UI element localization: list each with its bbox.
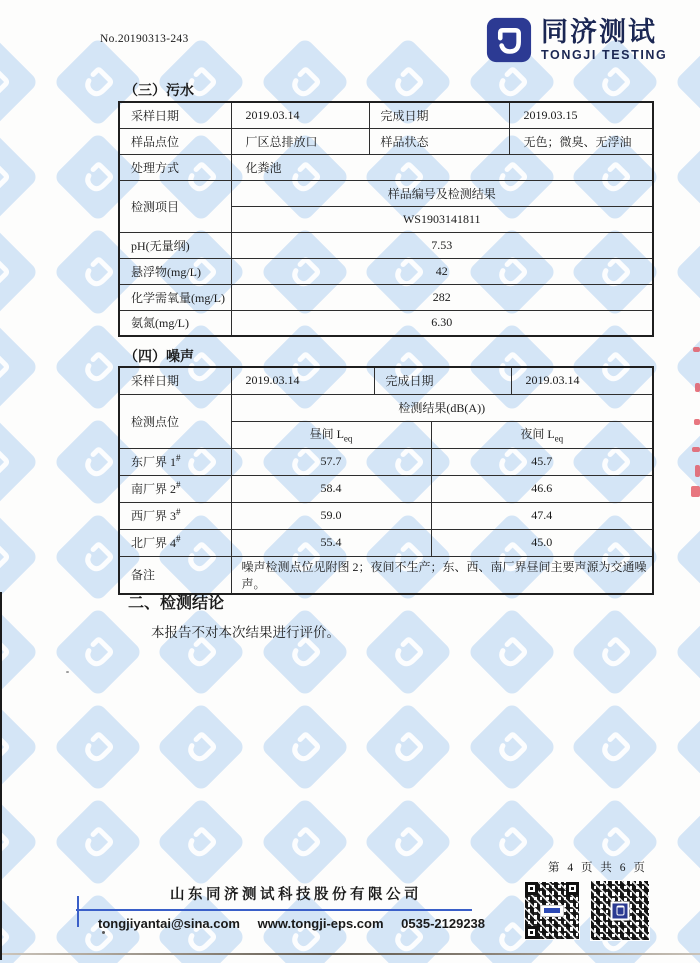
point-name: 南厂界 2 bbox=[131, 482, 177, 496]
point-cell bbox=[119, 529, 231, 556]
stamp-edge-mark bbox=[693, 347, 700, 352]
night-header-cell bbox=[431, 421, 653, 448]
watermark-diamond bbox=[0, 512, 39, 603]
point-cell bbox=[119, 475, 231, 502]
watermark-diamond bbox=[673, 512, 700, 603]
qr-finder-icon bbox=[525, 926, 538, 939]
table-row bbox=[119, 284, 653, 310]
company-name: 山东同济测试科技股份有限公司 bbox=[170, 887, 422, 903]
tongji-logo-watermark-icon bbox=[65, 714, 130, 779]
day-label: 昼间 L bbox=[309, 427, 344, 442]
day-value-cell: 57.7 bbox=[231, 448, 431, 475]
stamp-edge-mark bbox=[695, 383, 700, 392]
watermark-diamond bbox=[0, 132, 39, 223]
tongji-logo-watermark-icon bbox=[686, 144, 700, 209]
leq-subscript: eq bbox=[554, 433, 564, 444]
watermark-diamond bbox=[673, 797, 700, 888]
param-name-cell: 氨氮(mg/L) bbox=[119, 310, 231, 336]
tongji-logo-watermark-icon bbox=[582, 714, 647, 779]
night-value-cell: 47.4 bbox=[431, 502, 653, 529]
watermark-diamond bbox=[0, 797, 39, 888]
param-value-cell: 6.30 bbox=[231, 310, 653, 336]
qr-code-1 bbox=[524, 881, 580, 940]
value-cell: 化粪池 bbox=[231, 154, 653, 180]
table-row bbox=[119, 394, 653, 421]
table-row bbox=[119, 258, 653, 284]
qr-finder-icon bbox=[566, 882, 579, 895]
footer-divider-line bbox=[76, 909, 472, 911]
watermark-diamond bbox=[363, 702, 454, 793]
tongji-logo-watermark-icon bbox=[0, 809, 27, 874]
tongji-logo-watermark-icon bbox=[65, 809, 130, 874]
point-name: 西厂界 3 bbox=[131, 509, 177, 523]
table-row bbox=[119, 154, 653, 180]
point-name: 北厂界 4 bbox=[131, 536, 177, 550]
label-cell: 完成日期 bbox=[374, 367, 511, 394]
remark-text-cell: 噪声检测点位见附图 2；夜间不生产；东、西、南厂界昼间主要声源为交通噪声。 bbox=[231, 556, 653, 594]
tongji-logo-watermark-icon bbox=[272, 714, 337, 779]
value-cell: 2019.03.14 bbox=[511, 367, 653, 394]
tongji-logo-watermark-icon bbox=[0, 619, 27, 684]
qr-code-2 bbox=[590, 880, 650, 941]
table-row bbox=[119, 475, 653, 502]
tongji-logo-watermark-icon bbox=[375, 809, 440, 874]
tongji-logo-watermark-icon bbox=[686, 524, 700, 589]
tongji-logo-watermark-icon bbox=[168, 714, 233, 779]
night-label: 夜间 L bbox=[520, 427, 555, 442]
param-value-cell: 42 bbox=[231, 258, 653, 284]
day-value-cell: 59.0 bbox=[231, 502, 431, 529]
result-header-cell: 检测结果(dB(A)) bbox=[231, 394, 653, 421]
label-cell: 处理方式 bbox=[119, 154, 231, 180]
watermark-diamond bbox=[673, 132, 700, 223]
label-cell: 采样日期 bbox=[119, 102, 231, 128]
watermark-diamond bbox=[0, 702, 39, 793]
tongji-logo-watermark-icon bbox=[375, 619, 440, 684]
stamp-edge-mark bbox=[694, 419, 700, 425]
value-cell: 2019.03.15 bbox=[509, 102, 653, 128]
watermark-diamond bbox=[570, 702, 661, 793]
stamp-edge-mark bbox=[692, 447, 700, 452]
watermark-diamond bbox=[0, 227, 39, 318]
watermark-diamond bbox=[0, 417, 39, 508]
watermark-diamond bbox=[673, 37, 700, 128]
qr-center-logo-icon bbox=[611, 901, 630, 920]
label-cell: 检测项目 bbox=[119, 180, 231, 232]
section-title-noise: （四）噪声 bbox=[124, 350, 194, 365]
tongji-logo-watermark-icon bbox=[479, 714, 544, 779]
wastewater-table bbox=[118, 101, 654, 337]
watermark-diamond bbox=[363, 607, 454, 698]
report-number: No.20190313-243 bbox=[100, 33, 189, 45]
watermark-diamond bbox=[673, 607, 700, 698]
sample-id-cell: WS1903141811 bbox=[231, 206, 653, 232]
watermark-diamond bbox=[570, 607, 661, 698]
tongji-logo-watermark-icon bbox=[0, 714, 27, 779]
tongji-logo-watermark-icon bbox=[479, 619, 544, 684]
label-cell: 完成日期 bbox=[369, 102, 509, 128]
noise-table bbox=[118, 366, 654, 595]
tongji-logo-watermark-icon bbox=[0, 334, 27, 399]
tongji-logo-watermark-icon bbox=[0, 429, 27, 494]
tongji-logo-watermark-icon bbox=[686, 239, 700, 304]
watermark-diamond bbox=[52, 797, 143, 888]
watermark-diamond bbox=[259, 702, 350, 793]
day-value-cell: 55.4 bbox=[231, 529, 431, 556]
leq-subscript: eq bbox=[343, 433, 353, 444]
table-row bbox=[119, 232, 653, 258]
section-title-wastewater: （三）污水 bbox=[124, 84, 194, 99]
value-cell: 厂区总排放口 bbox=[231, 128, 369, 154]
table-row bbox=[119, 128, 653, 154]
point-superscript: # bbox=[176, 453, 181, 463]
watermark-diamond bbox=[156, 702, 247, 793]
watermark-diamond bbox=[466, 702, 557, 793]
watermark-diamond bbox=[466, 797, 557, 888]
point-superscript: # bbox=[176, 480, 181, 490]
table-row bbox=[119, 448, 653, 475]
label-cell: 检测点位 bbox=[119, 394, 231, 448]
watermark-diamond bbox=[52, 702, 143, 793]
website-text: www.tongji-eps.com bbox=[257, 916, 384, 931]
qr-finder-icon bbox=[525, 882, 538, 895]
value-cell: 2019.03.14 bbox=[231, 102, 369, 128]
day-header-cell bbox=[231, 421, 431, 448]
watermark-diamond bbox=[259, 797, 350, 888]
watermark-diamond bbox=[52, 607, 143, 698]
point-name: 东厂界 1 bbox=[131, 455, 177, 469]
tongji-logo-watermark-icon bbox=[686, 809, 700, 874]
tongji-logo-watermark-icon bbox=[686, 49, 700, 114]
param-name-cell: 化学需氧量(mg/L) bbox=[119, 284, 231, 310]
section-title-conclusion: 二、检测结论 bbox=[128, 595, 225, 612]
label-cell: 采样日期 bbox=[119, 367, 231, 394]
point-superscript: # bbox=[176, 507, 181, 517]
watermark-diamond bbox=[673, 702, 700, 793]
tongji-logo-icon bbox=[486, 17, 532, 63]
tongji-logo-watermark-icon bbox=[686, 714, 700, 779]
watermark-diamond bbox=[673, 227, 700, 318]
ink-speck bbox=[102, 931, 105, 934]
table-row bbox=[119, 529, 653, 556]
result-header-cell: 样品编号及检测结果 bbox=[231, 180, 653, 206]
logo-text bbox=[541, 17, 667, 63]
remark-label-cell: 备注 bbox=[119, 556, 231, 594]
tongji-logo-watermark-icon bbox=[0, 49, 27, 114]
watermark-diamond bbox=[0, 37, 39, 128]
value-cell: 2019.03.14 bbox=[231, 367, 374, 394]
watermark-diamond bbox=[673, 322, 700, 413]
watermark-diamond bbox=[0, 607, 39, 698]
point-cell bbox=[119, 448, 231, 475]
company-logo bbox=[486, 17, 667, 63]
tongji-logo-watermark-icon bbox=[375, 714, 440, 779]
tongji-logo-watermark-icon bbox=[686, 429, 700, 494]
table-row bbox=[119, 502, 653, 529]
night-value-cell: 46.6 bbox=[431, 475, 653, 502]
scan-edge-left bbox=[0, 592, 2, 960]
email-text: tongjiyantai@sina.com bbox=[98, 916, 240, 931]
tongji-logo-watermark-icon bbox=[65, 619, 130, 684]
qr-center-label bbox=[540, 905, 564, 917]
scan-edge-bottom bbox=[0, 953, 700, 955]
label-cell: 样品点位 bbox=[119, 128, 231, 154]
stamp-edge-mark bbox=[691, 486, 700, 497]
point-superscript: # bbox=[176, 534, 181, 544]
param-value-cell: 7.53 bbox=[231, 232, 653, 258]
logo-name-en: TONGJI TESTING bbox=[541, 48, 668, 62]
value-cell: 无色；微臭、无浮油 bbox=[509, 128, 653, 154]
stamp-edge-mark bbox=[695, 465, 700, 477]
table-row bbox=[119, 556, 653, 594]
contact-info bbox=[98, 916, 499, 931]
table-row bbox=[119, 102, 653, 128]
tongji-logo-watermark-icon bbox=[686, 619, 700, 684]
label-cell: 样品状态 bbox=[369, 128, 509, 154]
day-value-cell: 58.4 bbox=[231, 475, 431, 502]
phone-text: 0535-2129238 bbox=[401, 916, 486, 931]
table-row bbox=[119, 310, 653, 336]
point-cell bbox=[119, 502, 231, 529]
tongji-logo-watermark-icon bbox=[479, 809, 544, 874]
tongji-logo-watermark-icon bbox=[0, 239, 27, 304]
ink-speck bbox=[66, 671, 69, 673]
watermark-diamond bbox=[156, 797, 247, 888]
table-row bbox=[119, 180, 653, 206]
tongji-logo-watermark-icon bbox=[582, 619, 647, 684]
watermark-diamond bbox=[466, 607, 557, 698]
registration-cross-mark bbox=[77, 896, 79, 927]
night-value-cell: 45.0 bbox=[431, 529, 653, 556]
conclusion-text: 本报告不对本次结果进行评价。 bbox=[151, 625, 340, 640]
night-value-cell: 45.7 bbox=[431, 448, 653, 475]
logo-name-cn: 同济测试 bbox=[541, 17, 657, 47]
watermark-diamond bbox=[0, 322, 39, 413]
tongji-logo-watermark-icon bbox=[0, 144, 27, 209]
watermark-diamond bbox=[363, 797, 454, 888]
page-number: 第 4 页 共 6 页 bbox=[548, 862, 648, 874]
param-value-cell: 282 bbox=[231, 284, 653, 310]
param-name-cell: 悬浮物(mg/L) bbox=[119, 258, 231, 284]
param-name-cell: pH(无量纲) bbox=[119, 232, 231, 258]
tongji-logo-watermark-icon bbox=[168, 809, 233, 874]
table-row bbox=[119, 367, 653, 394]
tongji-logo-watermark-icon bbox=[0, 524, 27, 589]
tongji-logo-watermark-icon bbox=[272, 809, 337, 874]
